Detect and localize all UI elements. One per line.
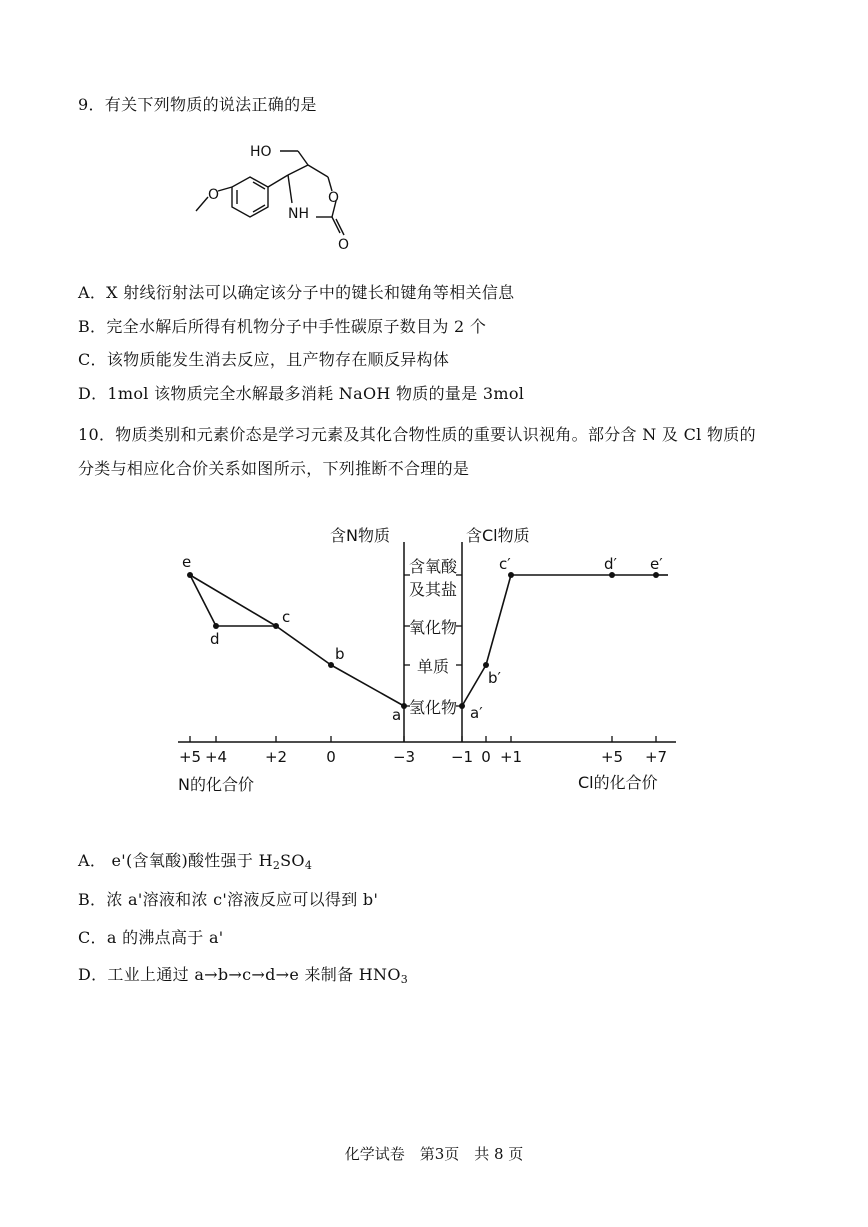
n-x-tick-label: +5 <box>178 748 202 766</box>
n-x-tick-label: +4 <box>204 748 228 766</box>
category-oxyacid-line2: 及其盐 <box>408 580 458 599</box>
n-point-c <box>273 623 279 629</box>
cl-point-label: e′ <box>650 555 663 573</box>
cl-series-segment <box>486 575 511 665</box>
q10-option-a-mid: SO <box>280 851 305 870</box>
q10-option-a-sub2: 4 <box>304 859 313 872</box>
q9-option-a: A．X 射线衍射法可以确定该分子中的键长和键角等相关信息 <box>78 283 515 302</box>
n-series-segment <box>276 626 331 665</box>
o-ring-label: O <box>328 190 340 206</box>
n-point-label: d <box>210 630 220 648</box>
q10-option-a <box>78 848 312 872</box>
question-10-line-2: 分类与相应化合价关系如图所示，下列推断不合理的是 <box>78 459 470 478</box>
n-series-segment <box>331 665 404 706</box>
n-x-tick-label: +2 <box>264 748 288 766</box>
cl-series-segment <box>462 665 486 706</box>
n-point-label: a <box>392 706 402 724</box>
cl-point-label: a′ <box>470 704 483 722</box>
n-point-a <box>401 703 407 709</box>
cl-x-tick-label: +7 <box>644 748 668 766</box>
question-9-title: 9．有关下列物质的说法正确的是 <box>78 95 317 114</box>
q9-option-d: D．1mol 该物质完全水解最多消耗 NaOH 物质的量是 3mol <box>78 384 525 403</box>
question-10-line-1: 10．物质类别和元素价态是学习元素及其化合物性质的重要认识视角。部分含 N 及 Cl 物质的 <box>78 425 756 444</box>
q10-option-d-sub: 3 <box>400 973 409 986</box>
q9-option-b: B．完全水解后所得有机物分子中手性碳原子数目为 2 个 <box>78 317 487 336</box>
o-methoxy-label: O <box>208 187 220 203</box>
n-point-e <box>187 572 193 578</box>
n-xlabel: N的化合价 <box>178 775 254 794</box>
molecule-structure <box>180 135 380 255</box>
category-element: 单质 <box>416 657 450 676</box>
q10-option-d <box>78 962 408 986</box>
cl-x-tick-label: +5 <box>600 748 624 766</box>
n-point-label: e <box>182 553 192 571</box>
n-point-b <box>328 662 334 668</box>
n-x-tick-label: 0 <box>326 748 336 766</box>
q10-option-c: C．a 的沸点高于 a' <box>78 928 224 947</box>
category-oxide: 氧化物 <box>408 618 458 637</box>
category-oxyacid-line1: 含氧酸 <box>408 557 458 576</box>
ho-label: HO <box>250 144 272 160</box>
cl-point-a-prime <box>459 703 465 709</box>
cl-x-tick-label: +1 <box>499 748 523 766</box>
n-point-d <box>213 623 219 629</box>
q10-option-a-text: A． e'(含氧酸)酸性强于 H <box>78 851 273 870</box>
o-carbonyl-label: O <box>338 237 350 253</box>
q10-option-b: B．浓 a'溶液和浓 c'溶液反应可以得到 b' <box>78 890 379 909</box>
cl-xlabel: Cl的化合价 <box>578 773 658 792</box>
valence-category-chart <box>0 500 868 810</box>
cl-x-tick-label: −1 <box>450 748 474 766</box>
cl-panel-title: 含Cl物质 <box>466 526 530 545</box>
n-panel-title: 含N物质 <box>330 526 390 545</box>
cl-point-label: b′ <box>488 669 501 687</box>
q10-option-d-text: D．工业上通过 a→b→c→d→e 来制备 HNO <box>78 965 401 984</box>
page-footer: 化学试卷 第3页 共 8 页 <box>344 1145 524 1163</box>
n-point-label: b <box>335 645 345 663</box>
cl-point-label: c′ <box>499 555 511 573</box>
n-point-label: c <box>282 608 291 626</box>
category-hydride: 氢化物 <box>408 698 458 717</box>
cl-point-label: d′ <box>604 555 617 573</box>
n-x-tick-label: −3 <box>392 748 416 766</box>
cl-x-tick-label: 0 <box>481 748 491 766</box>
q9-option-c: C．该物质能发生消去反应，且产物存在顺反异构体 <box>78 350 450 369</box>
nh-label: NH <box>288 206 309 222</box>
cl-point-b-prime <box>483 662 489 668</box>
q10-option-a-sub1: 2 <box>272 859 281 872</box>
